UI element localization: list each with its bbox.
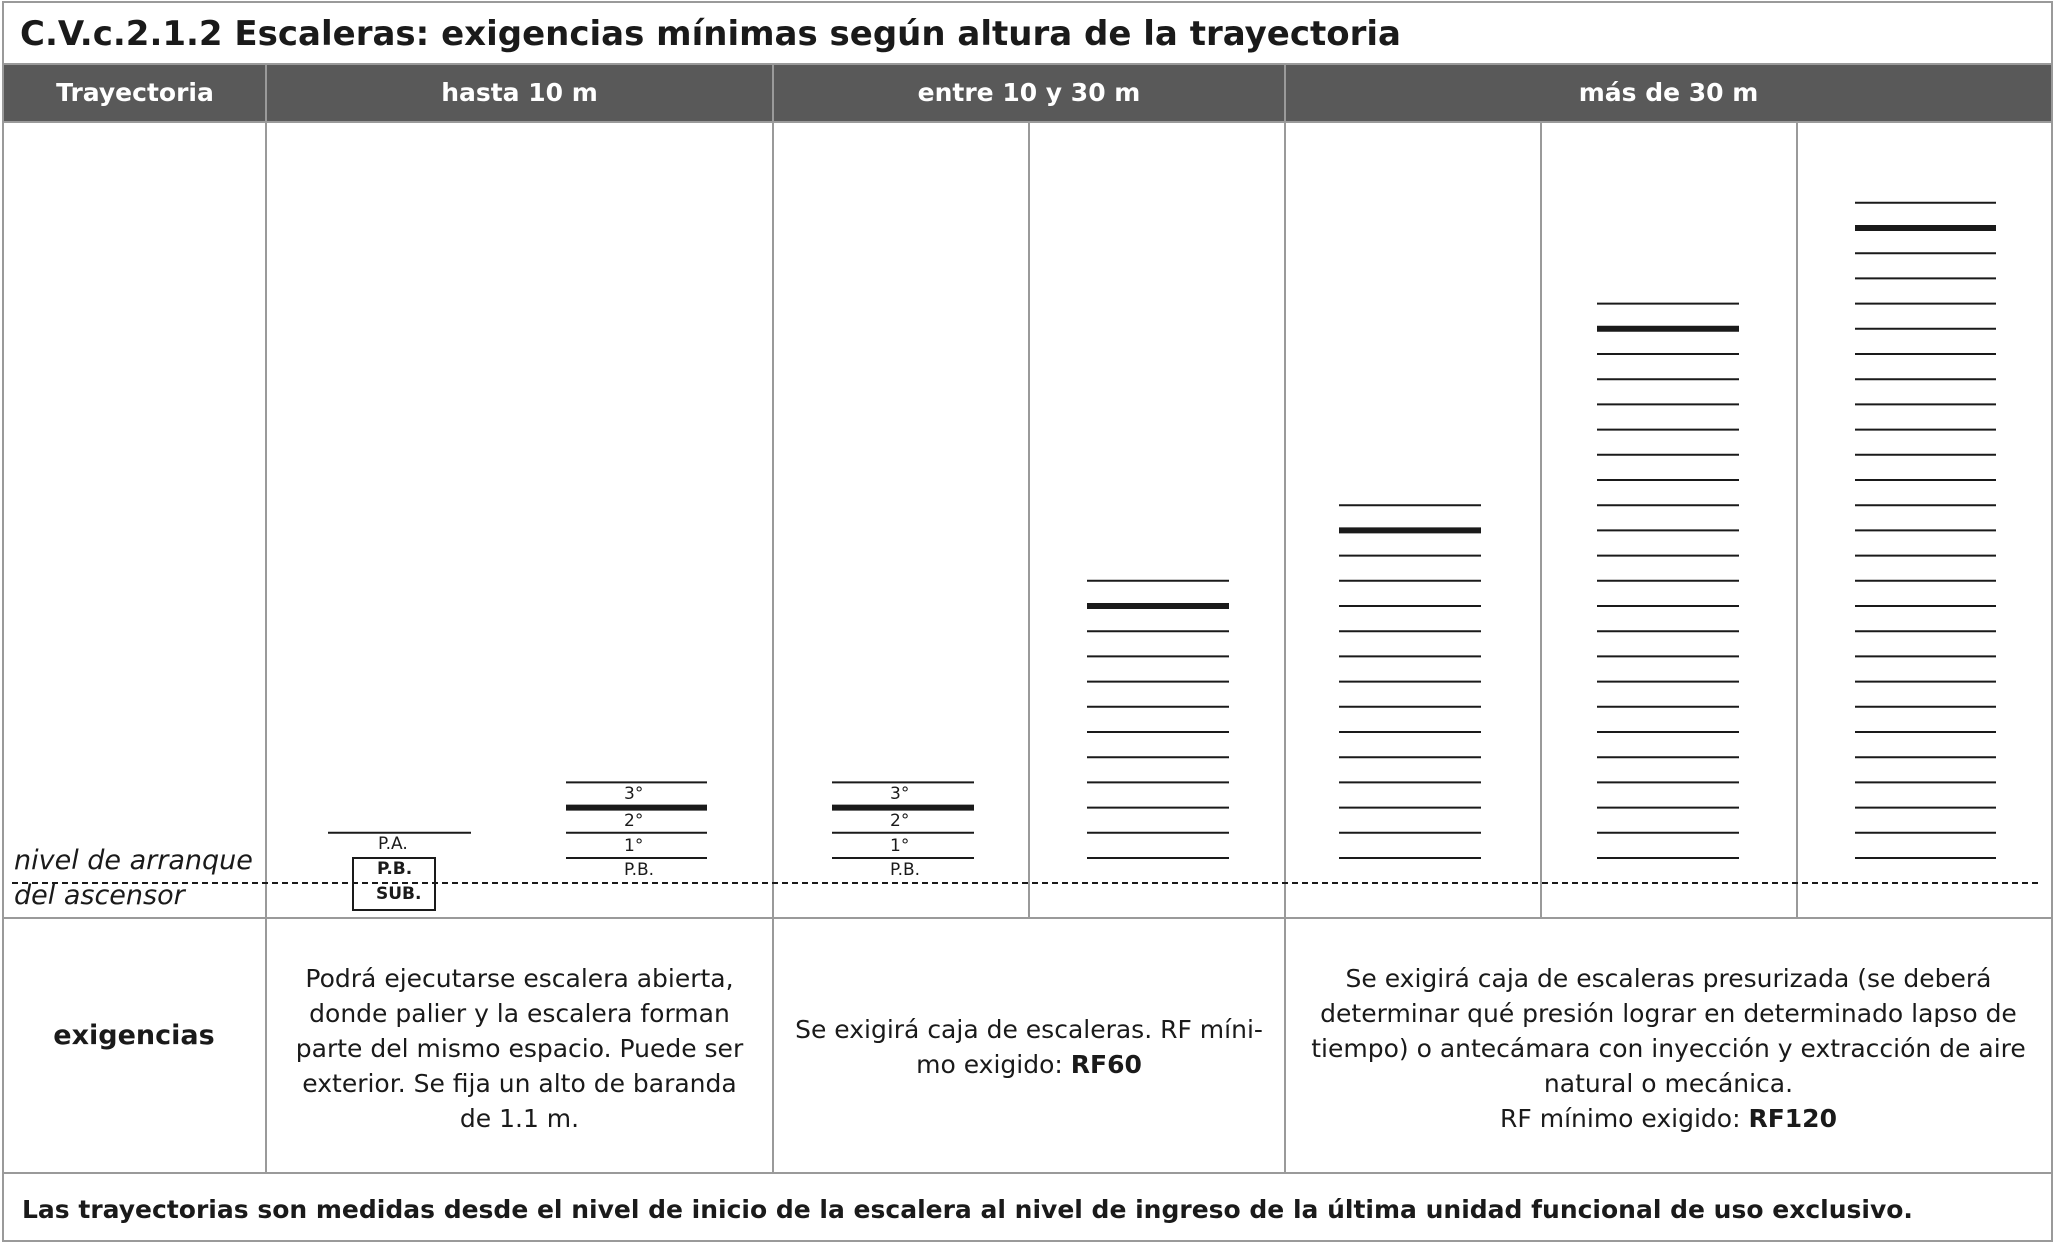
header-mas-30: más de 30 m [1578, 78, 1759, 107]
requirements-entre-10-30 [773, 1012, 1285, 1082]
floor-label-3: 3° [890, 784, 910, 804]
requirements-hasta-10 [266, 961, 773, 1136]
floor-label-1: 1° [624, 836, 644, 856]
floor-label-pb: P.B. [624, 860, 655, 880]
req-line: Se exigirá caja de escaleras presurizada (se deberá [1345, 964, 1992, 993]
req-line: exterior. Se fija un alto de baranda [302, 1069, 737, 1098]
floor-label-3: 3° [624, 784, 644, 804]
requirements-mas-30 [1285, 961, 2052, 1136]
rf-value: RF60 [1070, 1050, 1142, 1079]
req-text: mo exigido: [916, 1050, 1071, 1079]
start-level-note-line1: nivel de arranque [14, 845, 253, 876]
req-line: Se exigirá caja de escaleras. RF míni- [795, 1015, 1263, 1044]
req-line: determinar qué presión lograr en determinado lapso de [1320, 999, 2017, 1028]
floor-label-2: 2° [890, 811, 910, 831]
header-trayectoria: Trayectoria [56, 78, 214, 107]
req-line: tiempo) o antecámara con inyección y extracción de aire [1311, 1034, 2026, 1063]
req-text: RF mínimo exigido: [1500, 1104, 1749, 1133]
floor-label-sub: SUB. [376, 884, 422, 904]
req-line: parte del mismo espacio. Puede ser [295, 1034, 744, 1063]
floor-label-pb-boxed: P.B. [377, 859, 413, 879]
floor-label-1: 1° [890, 836, 910, 856]
start-level-note-line2: del ascensor [14, 880, 185, 911]
requirements-label: exigencias [53, 1020, 215, 1051]
req-line [773, 1047, 1285, 1082]
req-line: natural o mecánica. [1543, 1069, 1794, 1098]
header-entre-10-30: entre 10 y 30 m [917, 78, 1141, 107]
req-line: Podrá ejecutarse escalera abierta, [305, 964, 734, 993]
page-title: C.V.c.2.1.2 Escaleras: exigencias mínimas según altura de la trayectoria [20, 14, 1401, 54]
header-hasta-10: hasta 10 m [441, 78, 598, 107]
req-line: de 1.1 m. [459, 1104, 580, 1133]
req-line: donde palier y la escalera forman [309, 999, 730, 1028]
floor-label-2: 2° [624, 811, 644, 831]
floor-lines [328, 203, 1996, 858]
floor-label-pa: P.A. [378, 834, 408, 854]
footer-note: Las trayectorias son medidas desde el nivel de inicio de la escalera al nivel de ingreso de la última unidad funcional de uso exclusivo. [22, 1195, 1913, 1224]
rf-value: RF120 [1748, 1104, 1837, 1133]
req-line [1285, 1101, 2052, 1136]
floor-label-pb: P.B. [890, 860, 921, 880]
